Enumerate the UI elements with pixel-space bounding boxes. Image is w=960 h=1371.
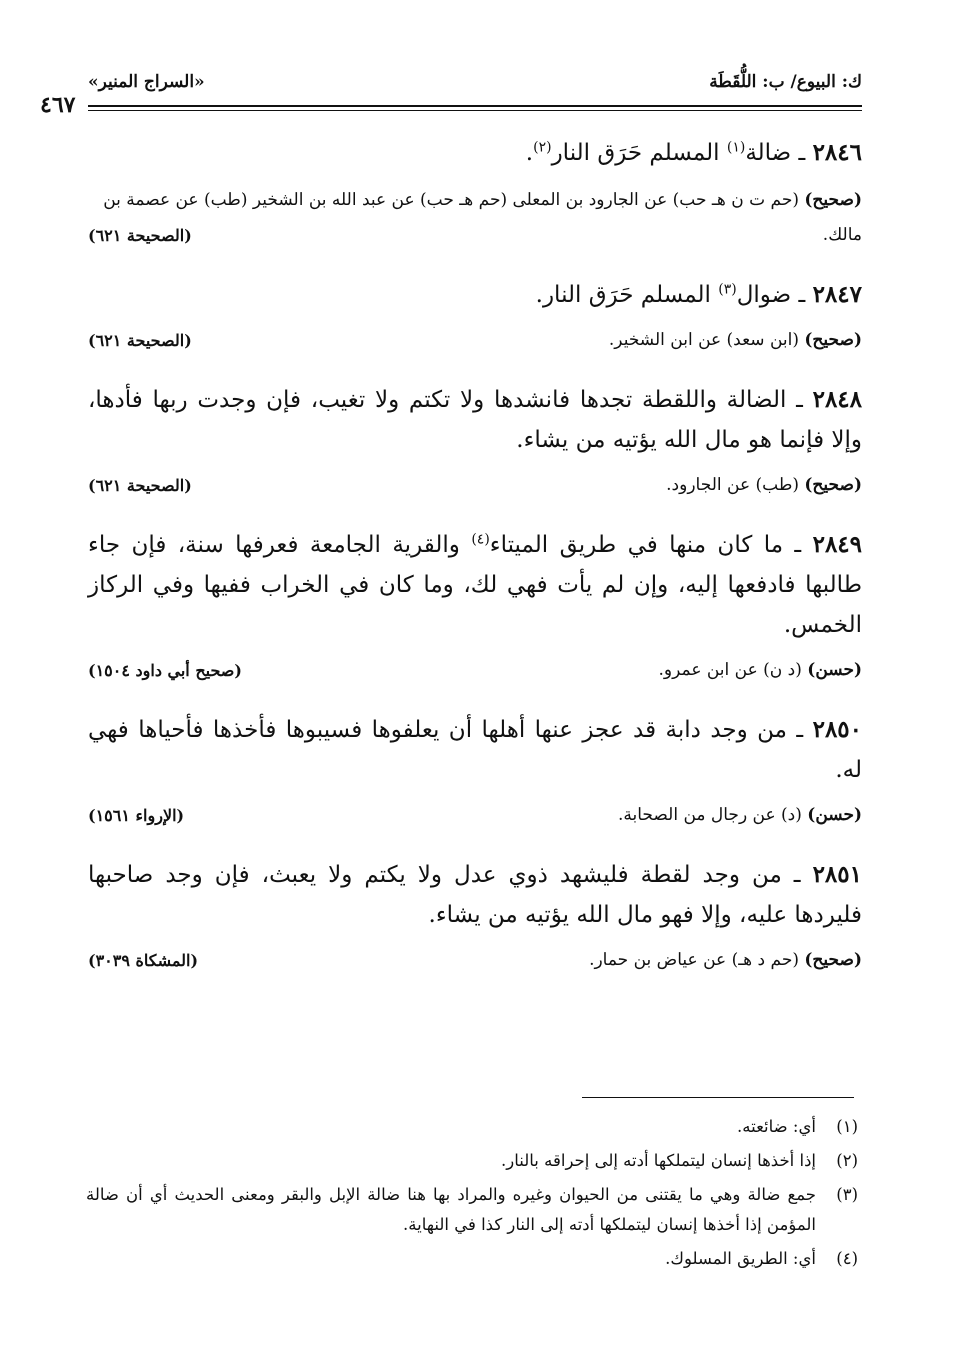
hadith-text: ـ ضوال (736, 282, 806, 308)
source-text: (حم ت ن هـ حب) عن الجارود بن المعلى (حم هـ حب) عن عبد الله بن الشخير (طب) عن عصمة بن مالك. (103, 190, 862, 245)
reference: (الصحيحة ٦٢١) (88, 476, 192, 495)
reference: (الصحيحة ٦٢١) (88, 226, 192, 245)
hadith-2847 (88, 275, 862, 315)
footnote-separator (582, 1097, 854, 1098)
footnote-text: أي: الطريق المسلوك. (665, 1249, 816, 1268)
reference: (الصحيحة ٦٢١) (88, 331, 192, 350)
footnote-item (86, 1112, 858, 1142)
hadith-text: ـ ما كان منها في طريق الميتاء (489, 532, 802, 558)
footnote-marker: (٤) (471, 531, 490, 548)
hadith-text: ـ من وجد لقطة فليشهد ذوي عدل ولا يكتم ولا يعبث، فإن وجد صاحبها فليردها عليه، وإلا فهو مال الله يؤتيه من يشاء. (88, 862, 862, 928)
hadith-source (88, 323, 862, 358)
hadith-grade: (صحيح) (804, 330, 862, 350)
hadith-source (88, 653, 862, 688)
hadith-text: ـ من وجد دابة قد عجز عنها أهلها أن يعلفوها فسيبوها فأخذها فأحياها فهي له. (88, 717, 862, 783)
source-text: (د) عن رجال من الصحابة. (618, 805, 808, 825)
hadith-number: ٢٨٥١ (812, 861, 862, 888)
footnote-number: (٤) (836, 1249, 858, 1268)
reference: (الإرواء ١٥٦١) (88, 806, 185, 825)
hadith-text: والقرية الجامعة فعرفها سنة، فإن جاء طالبها فادفعها إليه، وإن لم يأت فهي لك، وما كان في الخراب ففيها وفي الركاز الخمس. (88, 532, 862, 638)
hadith-text: . (525, 140, 534, 166)
footnote-number: (٢) (836, 1151, 858, 1170)
source-text: (حم د هـ) عن عياض بن حمار. (589, 950, 805, 970)
footnote-marker: (١) (726, 139, 746, 156)
footnote-item (86, 1244, 858, 1274)
hadith-number: ٢٨٤٧ (812, 281, 862, 308)
footnote-text: جمع ضالة وهي ما يقتنى من الحيوان وغيره والمراد بها هنا ضالة الإبل والبقر ومعنى الحديث أي أن ضالة المؤمن إذا أخذها إنسان ليتملكها أدته إلى النار كذا في النهاية. (86, 1185, 816, 1234)
hadith-2846 (88, 133, 862, 173)
book-title: «السراج المنير» (88, 72, 205, 92)
hadith-text: المسلم حَرَق النار. (535, 282, 719, 308)
hadith-2848 (88, 380, 862, 460)
footnote-item (86, 1180, 858, 1240)
hadith-number: ٢٨٤٦ (812, 139, 862, 166)
reference: (المشكاة ٣٠٣٩) (88, 951, 199, 970)
hadith-source (88, 798, 862, 833)
source-text: (د ن) عن ابن عمرو. (658, 660, 808, 680)
hadith-number: ٢٨٥٠ (812, 716, 863, 743)
header-rule-thin (88, 110, 862, 111)
hadith-text: المسلم حَرَق النار (551, 140, 727, 166)
source-text: (طب) عن الجارود. (666, 475, 805, 495)
hadith-grade: (حسن) (807, 660, 862, 680)
hadith-grade: (صحيح) (804, 950, 862, 970)
hadith-2851 (88, 855, 862, 935)
footnote-number: (١) (836, 1117, 858, 1136)
hadith-grade: (صحيح) (804, 475, 862, 495)
footnote-marker: (٣) (718, 281, 737, 298)
hadith-grade: (حسن) (807, 805, 862, 825)
source-text: (ابن سعد) عن ابن الشخير. (608, 330, 805, 350)
footnotes (86, 1112, 858, 1278)
hadith-number: ٢٨٤٨ (812, 386, 863, 413)
footnote-item (86, 1146, 858, 1176)
hadith-text: ـ ضالة (745, 140, 806, 166)
footnote-text: أي: ضائعته. (737, 1117, 816, 1136)
hadith-list (88, 133, 862, 1000)
hadith-source (88, 183, 862, 253)
hadith-number: ٢٨٤٩ (812, 531, 863, 558)
footnote-number: (٣) (836, 1185, 858, 1204)
page-number: ٤٦٧ (40, 92, 76, 118)
hadith-source (88, 943, 862, 978)
hadith-text: ـ الضالة واللقطة تجدها فانشدها ولا تكتم ولا تغيب، فإن وجدت ربها فأدها، وإلا فإنما هو مال الله يؤتيه من يشاء. (88, 387, 862, 453)
hadith-2850 (88, 710, 862, 790)
reference: (صحيح أبي داود ١٥٠٤) (88, 661, 242, 680)
header-rule-thick (88, 105, 862, 107)
hadith-grade: (صحيح) (804, 190, 862, 210)
hadith-source (88, 468, 862, 503)
footnote-marker: (٢) (533, 139, 552, 156)
footnote-text: إذا أخذها إنسان ليتملكها أدته إلى إحراقه بالنار. (501, 1151, 816, 1170)
page-header (40, 72, 862, 122)
hadith-2849 (88, 525, 862, 645)
chapter-title: ك: البيوع/ ب: اللُّقَطَة (709, 72, 862, 92)
